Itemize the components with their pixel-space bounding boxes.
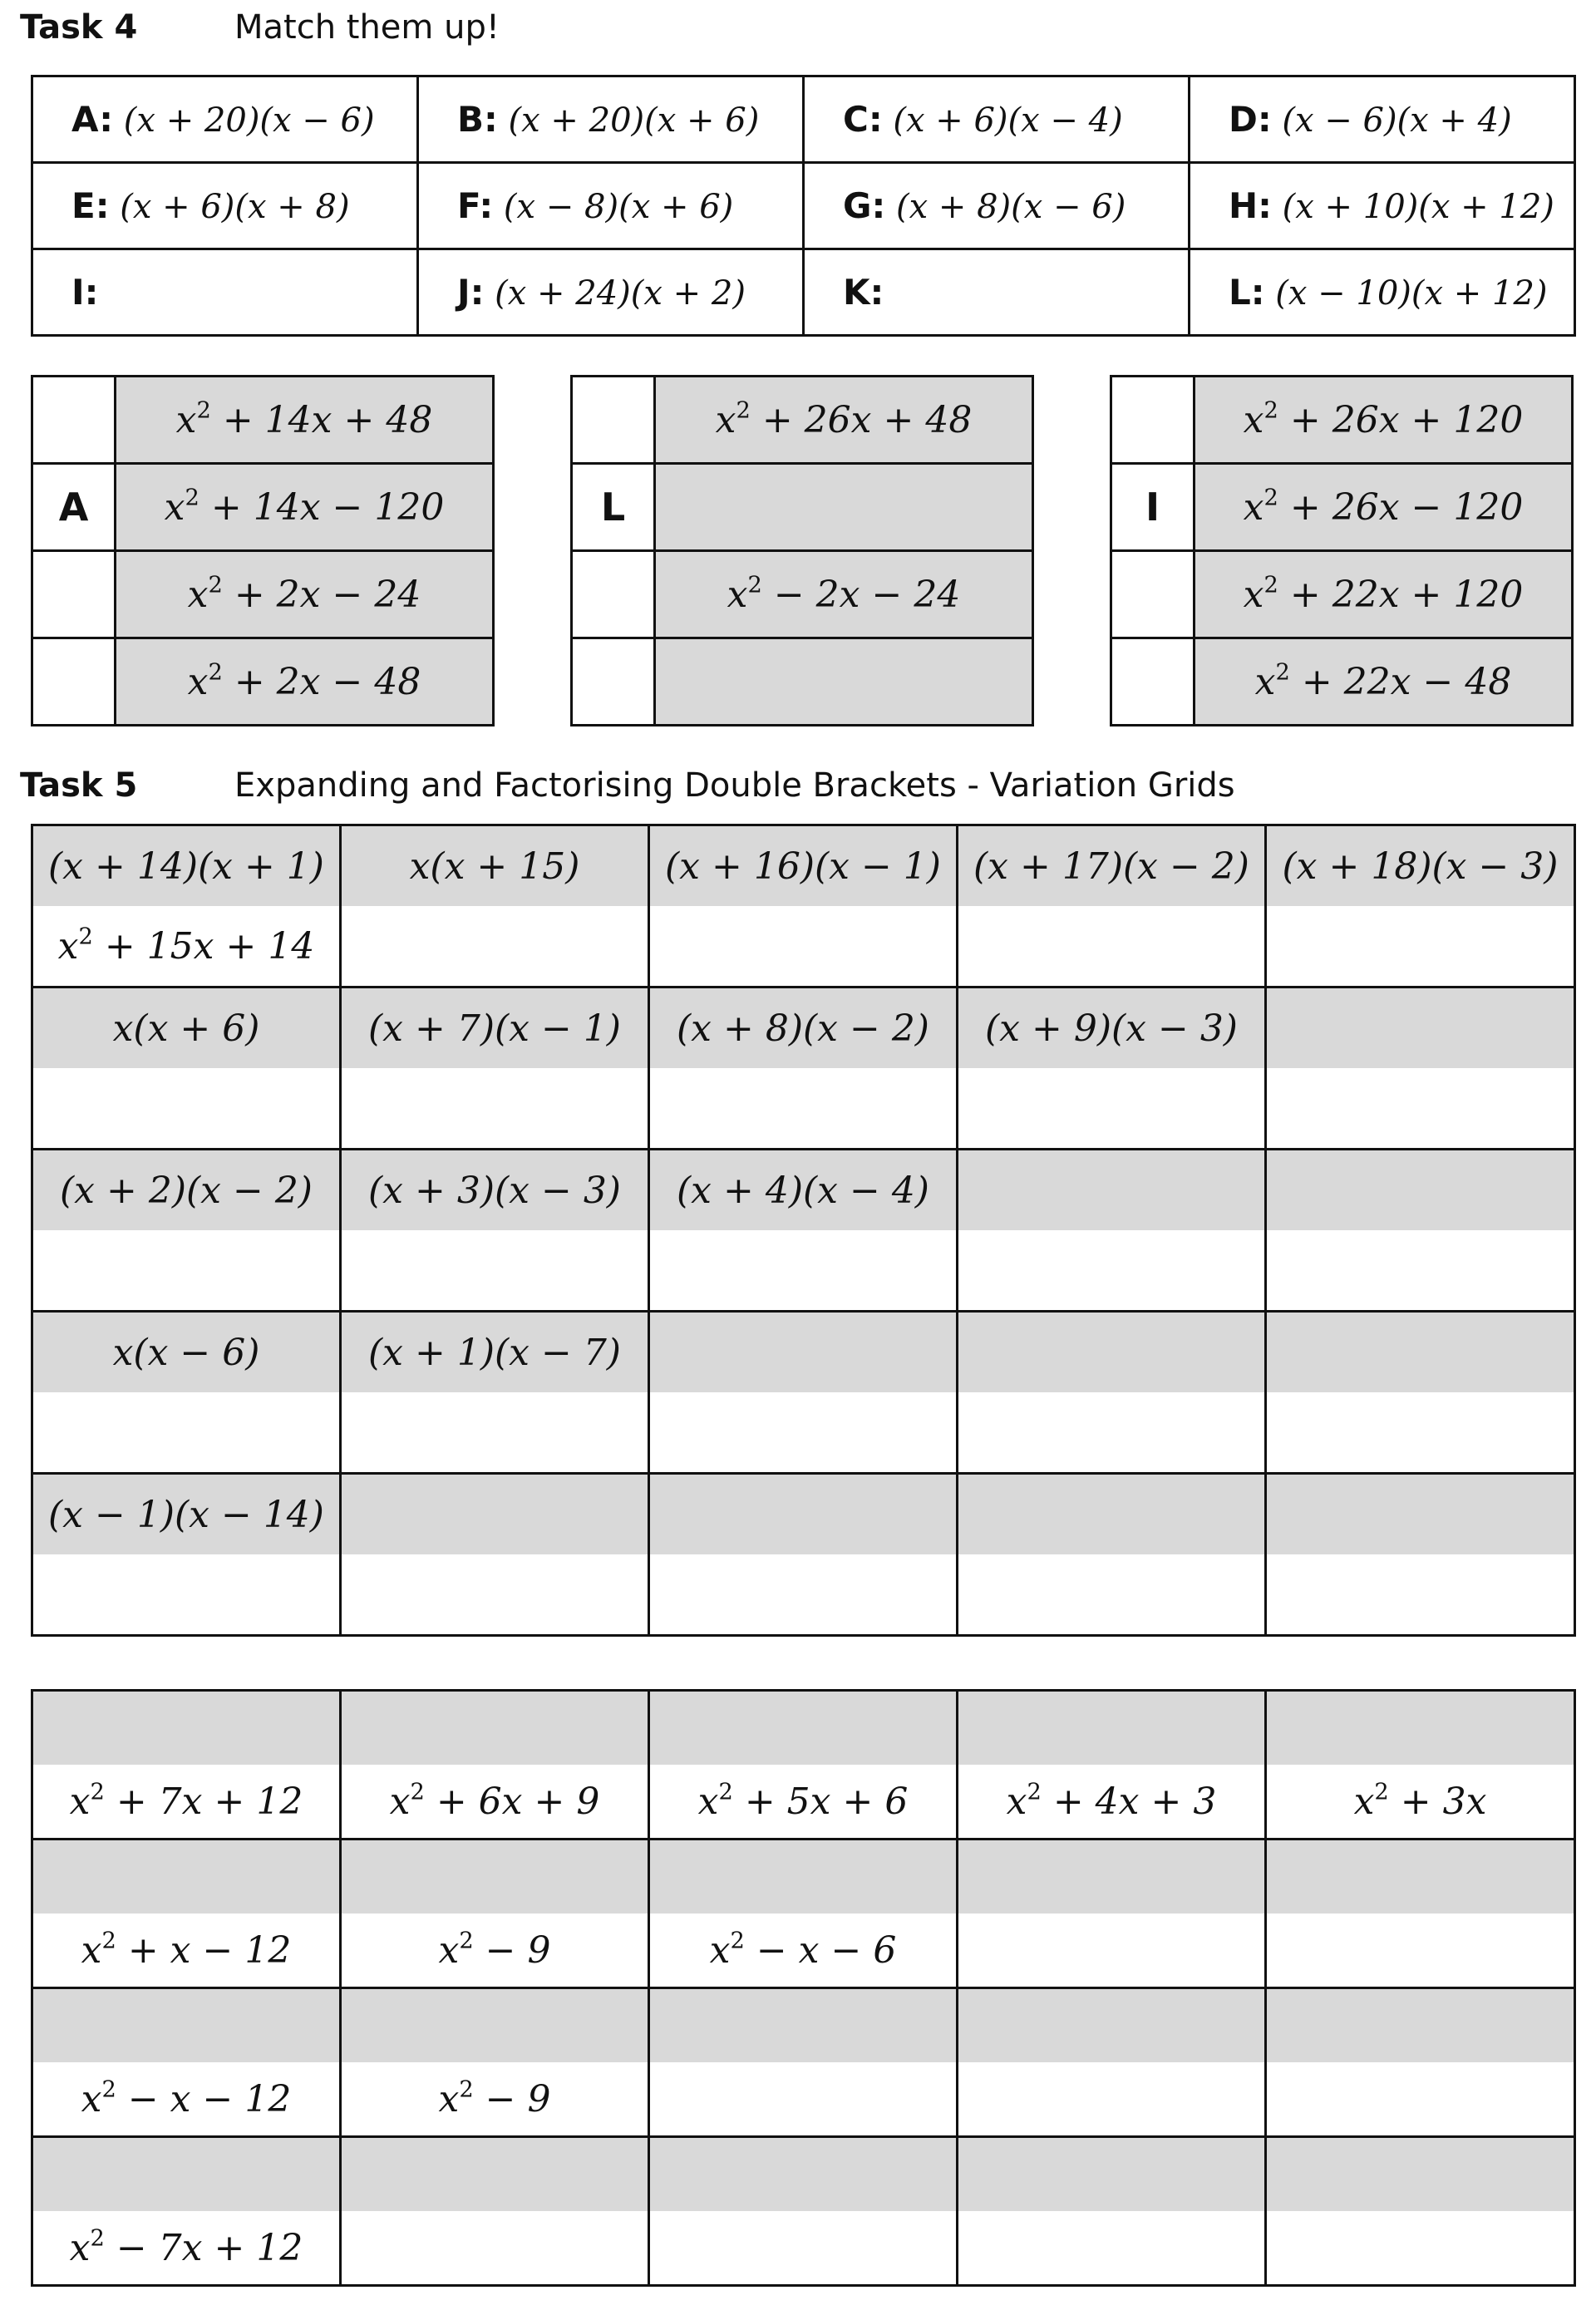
grid-cell [32,1392,341,1474]
grid-cell: $x^2 - 9$ [341,1913,649,1988]
match-option-cell [418,249,804,336]
grid-cell [341,2211,649,2286]
match-option-cell [1190,76,1575,163]
grid-row [32,1988,1575,2063]
option-expression: (x + 10)(x + 12) [1271,188,1554,226]
sorting-row [572,551,1033,638]
grid-cell [649,1392,958,1474]
option-expression: (x + 24)(x + 2) [484,274,746,313]
grid-row [32,1312,1575,1393]
grid-cell [32,1068,341,1150]
grid-cell [1266,1691,1575,1766]
grid-cell: $x^2 + 5x + 6$ [649,1765,958,1840]
grid-row [32,1474,1575,1555]
sorting-row [32,638,494,726]
grid-cell [958,906,1266,988]
task4-heading [20,8,500,47]
grid-cell [341,1554,649,1636]
sorting-letter [1111,377,1195,464]
grid-cell: $x^2 - x - 12$ [32,2062,341,2137]
grid-cell [649,2062,958,2137]
grid-cell: $x^2 + 4x + 3$ [958,1765,1266,1840]
exponent: 2 [1264,396,1278,423]
grid-row [32,988,1575,1069]
grid-cell [1266,1913,1575,1988]
sorting-expression: $x^2 + 22x - 48$ [1195,638,1573,726]
grid-cell: $x^2 + 15x + 14$ [32,906,341,988]
sorting-expression [655,638,1033,726]
grid-cell [649,1068,958,1150]
grid-cell [341,906,649,988]
sorting-expression: $x^2 + 26x + 48$ [655,377,1033,464]
exponent: 2 [90,2224,105,2251]
sorting-expression: $x^2 + 22x + 120$ [1195,551,1573,638]
sorting-row [1111,551,1573,638]
sorting-row [32,377,494,464]
grid-cell [341,1230,649,1312]
exponent: 2 [747,571,762,598]
grid-cell [1266,1988,1575,2063]
grid-cell [32,2137,341,2212]
grid-cell: x(x + 6) [32,988,341,1069]
grid-cell [649,1988,958,2063]
option-label: G: [843,185,886,226]
grid-cell [649,1554,958,1636]
grid-cell [1266,1554,1575,1636]
sorting-expression: $x^2 + 14x + 48$ [116,377,494,464]
sorting-expression: $x^2 + 2x - 24$ [116,551,494,638]
grid-cell [958,1988,1266,2063]
match-option-cell [418,163,804,249]
grid-cell [1266,1474,1575,1555]
grid-cell [341,1068,649,1150]
sorting-box-2 [570,375,1034,726]
option-label: L: [1229,272,1265,313]
sorting-row [32,551,494,638]
sorting-expression: $x^2 + 2x - 48$ [116,638,494,726]
grid-row [32,2211,1575,2286]
grid-cell: $x^2 + 6x + 9$ [341,1765,649,1840]
grid-cell: (x − 1)(x − 14) [32,1474,341,1555]
grid-row [32,1392,1575,1474]
grid-cell [32,1691,341,1766]
sorting-expression: $x^2 + 26x - 120$ [1195,464,1573,551]
option-label: J: [457,272,485,313]
match-option-cell [804,249,1190,336]
task5-heading [20,766,1235,805]
option-label: I: [71,272,99,313]
option-expression: (x − 8)(x + 6) [493,188,734,226]
match-option-cell [1190,163,1575,249]
grid-cell [1266,906,1575,988]
sorting-row [572,638,1033,726]
grid-cell [1266,1230,1575,1312]
exponent: 2 [1027,1778,1042,1805]
grid-cell [958,2211,1266,2286]
grid-cell: (x + 2)(x − 2) [32,1150,341,1231]
sorting-row [32,464,494,551]
grid-row [32,1913,1575,1988]
match-option-cell [32,163,418,249]
grid-cell [649,2211,958,2286]
option-expression: (x + 8)(x − 6) [885,188,1126,226]
sorting-letter [572,551,655,638]
sorting-row [1111,464,1573,551]
grid-cell [1266,1840,1575,1914]
option-expression: (x + 20)(x − 6) [113,101,375,140]
match-option-cell [418,76,804,163]
grid-cell: (x + 9)(x − 3) [958,988,1266,1069]
grid-cell: x(x − 6) [32,1312,341,1393]
exponent: 2 [185,484,200,510]
grid-cell [1266,2137,1575,2212]
grid-cell: x(x + 15) [341,825,649,907]
grid-cell [958,1840,1266,1914]
match-option-cell [32,76,418,163]
sorting-expression: $x^2 + 14x - 120$ [116,464,494,551]
grid-cell [32,1554,341,1636]
exponent: 2 [459,2076,474,2102]
grid-cell: (x + 7)(x − 1) [341,988,649,1069]
grid-cell [1266,988,1575,1069]
task5-title: Expanding and Factorising Double Brackets - Variation Grids [234,766,1235,805]
option-expression: (x − 6)(x + 4) [1271,101,1512,140]
grid-cell [958,1312,1266,1393]
grid-cell [1266,1068,1575,1150]
exponent: 2 [1275,658,1290,685]
grid-cell [341,1988,649,2063]
grid-cell [32,1230,341,1312]
option-expression: (x + 6)(x − 4) [882,101,1123,140]
match-option-cell [804,76,1190,163]
grid-cell [341,1392,649,1474]
grid-row [32,2137,1575,2212]
match-option-cell [1190,249,1575,336]
grid-row [32,1230,1575,1312]
grid-cell [958,1913,1266,1988]
sorting-letter [32,377,116,464]
grid-cell [32,1988,341,2063]
exponent: 2 [1264,484,1278,510]
grid-cell: $x^2 - 7x + 12$ [32,2211,341,2286]
sorting-row [1111,638,1573,726]
grid-cell [649,1691,958,1766]
grid-cell [649,1312,958,1393]
grid-row [32,906,1575,988]
grid-cell: (x + 17)(x − 2) [958,825,1266,907]
grid-row [32,2062,1575,2137]
grid-cell: (x + 16)(x − 1) [649,825,958,907]
grid-cell [341,1474,649,1555]
exponent: 2 [1264,571,1278,598]
option-label: A: [71,99,114,140]
sorting-expression: $x^2 - 2x - 24$ [655,551,1033,638]
sorting-letter [32,551,116,638]
grid-cell: $x^2 - 9$ [341,2062,649,2137]
sorting-letter [572,638,655,726]
exponent: 2 [90,1778,105,1805]
variation-grid-quadratics [31,1689,1576,2287]
grid-cell [958,1474,1266,1555]
option-label: B: [457,99,498,140]
exponent: 2 [730,1927,745,1953]
match-option-cell [804,163,1190,249]
grid-cell [649,1840,958,1914]
option-label: F: [457,185,494,226]
match-option-cell [32,249,418,336]
grid-cell [649,2137,958,2212]
option-expression: (x + 20)(x + 6) [497,101,760,140]
grid-row [32,1840,1575,1914]
grid-cell: (x + 1)(x − 7) [341,1312,649,1393]
grid-cell [649,906,958,988]
exponent: 2 [718,1778,733,1805]
grid-cell [1266,2062,1575,2137]
grid-cell [341,2137,649,2212]
grid-cell [958,1150,1266,1231]
exponent: 2 [1374,1778,1389,1805]
option-label: D: [1229,99,1272,140]
exponent: 2 [410,1778,425,1805]
grid-cell [958,1554,1266,1636]
option-expression: (x + 6)(x + 8) [109,188,350,226]
grid-cell [958,2062,1266,2137]
option-label: C: [843,99,883,140]
sorting-letter [1111,638,1195,726]
match-row [32,163,1575,249]
exponent: 2 [78,923,93,949]
match-options-table [31,75,1576,337]
sorting-letter: A [32,464,116,551]
exponent: 2 [196,396,211,423]
sorting-expression [655,464,1033,551]
sorting-letter [572,377,655,464]
exponent: 2 [736,396,751,423]
grid-cell: (x + 14)(x + 1) [32,825,341,907]
grid-row [32,1691,1575,1766]
sorting-box-1 [31,375,495,726]
grid-cell: $x^2 + x - 12$ [32,1913,341,1988]
exponent: 2 [208,658,223,685]
option-label: E: [71,185,110,226]
task5-number: Task 5 [20,766,138,805]
sorting-box-3 [1110,375,1574,726]
grid-row [32,1554,1575,1636]
sorting-row [1111,377,1573,464]
grid-cell: (x + 3)(x − 3) [341,1150,649,1231]
sorting-letter [32,638,116,726]
sorting-letter [1111,551,1195,638]
grid-cell [341,1691,649,1766]
grid-cell [649,1230,958,1312]
variation-grid-brackets [31,824,1576,1637]
grid-cell [958,1230,1266,1312]
match-row [32,76,1575,163]
exponent: 2 [101,2076,116,2102]
grid-row [32,1068,1575,1150]
grid-cell [958,1068,1266,1150]
grid-cell [32,1840,341,1914]
option-label: H: [1229,185,1272,226]
grid-cell: $x^2 + 7x + 12$ [32,1765,341,1840]
task4-title: Match them up! [234,8,500,47]
sorting-row [572,464,1033,551]
grid-cell [1266,1392,1575,1474]
match-row [32,249,1575,336]
grid-cell [649,1474,958,1555]
grid-cell: (x + 8)(x − 2) [649,988,958,1069]
grid-cell: $x^2 + 3x$ [1266,1765,1575,1840]
grid-row [32,1150,1575,1231]
grid-cell [341,1840,649,1914]
grid-cell [1266,1312,1575,1393]
sorting-row [572,377,1033,464]
grid-cell: (x + 4)(x − 4) [649,1150,958,1231]
exponent: 2 [208,571,223,598]
option-label: K: [843,272,884,313]
option-expression: (x − 10)(x + 12) [1264,274,1548,313]
grid-cell [958,1691,1266,1766]
grid-row [32,1765,1575,1840]
exponent: 2 [459,1927,474,1953]
grid-cell [958,1392,1266,1474]
sorting-letter: L [572,464,655,551]
exponent: 2 [101,1927,116,1953]
task4-number: Task 4 [20,8,138,47]
sorting-letter: I [1111,464,1195,551]
grid-cell [958,2137,1266,2212]
grid-cell [1266,2211,1575,2286]
sorting-expression: $x^2 + 26x + 120$ [1195,377,1573,464]
grid-cell: $x^2 - x - 6$ [649,1913,958,1988]
grid-cell: (x + 18)(x − 3) [1266,825,1575,907]
grid-cell [1266,1150,1575,1231]
grid-row [32,825,1575,907]
